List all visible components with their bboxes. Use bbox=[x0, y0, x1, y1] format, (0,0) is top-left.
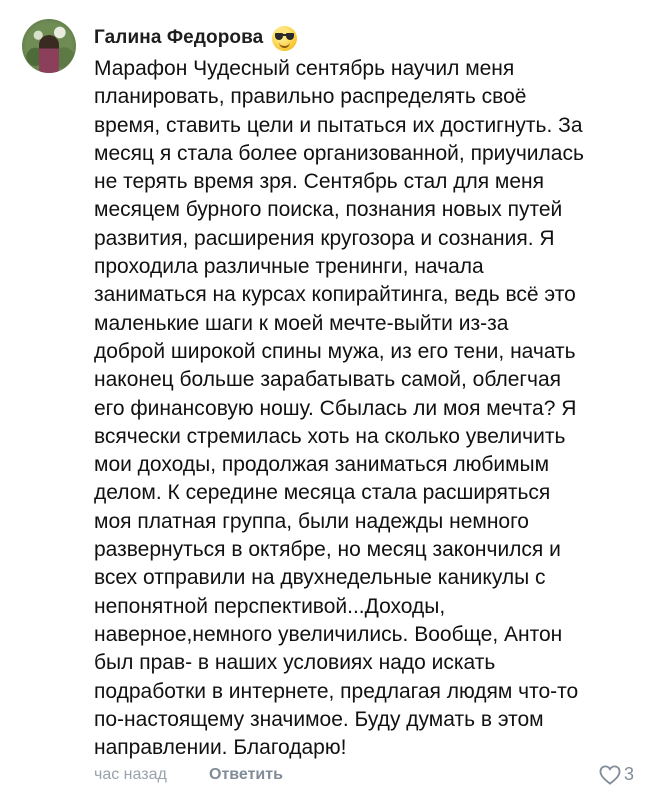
comment-line: направлении. Благодарю! bbox=[94, 736, 347, 760]
sunglasses-emoji-icon bbox=[272, 26, 297, 51]
comment-line: время, ставить цели и пытаться их достигнуть. За bbox=[94, 113, 583, 137]
comment-line: всех отправили на двухнедельные каникулы с bbox=[94, 566, 546, 590]
comment-line: месяцем бурного поиска, познания новых путей bbox=[94, 198, 563, 222]
comment-text bbox=[94, 55, 639, 762]
reply-button[interactable]: Ответить bbox=[209, 766, 283, 783]
comment-line: развития, расширения кругозора и сознания. Я bbox=[94, 226, 555, 250]
comment-line: моя платная группа, были надежды немного bbox=[94, 509, 529, 533]
smile-shape bbox=[279, 41, 290, 48]
comment-line: всячески стремилась хоть на сколько увеличить bbox=[94, 424, 566, 448]
comment-line: месяц я стала более организованной, приучилась bbox=[94, 141, 584, 165]
comment-line: доброй широкой спины мужа, из его тени, начать bbox=[94, 339, 576, 363]
like-button[interactable] bbox=[599, 764, 634, 785]
comment-line: был прав- в наших условиях надо искать bbox=[94, 651, 496, 675]
comment-line: проходила различные тренинги, начала bbox=[94, 255, 484, 279]
comment-line: наверное,немного увеличились. Вообще, Антон bbox=[94, 622, 563, 646]
comment-line: мои доходы, продолжая заниматься любимым bbox=[94, 453, 550, 477]
author-name[interactable]: Галина Федорова bbox=[94, 27, 264, 48]
comment-line: делом. К середине месяца стала расширяться bbox=[94, 481, 551, 505]
comment-line: по-настоящему значимое. Буду думать в этом bbox=[94, 707, 544, 731]
comment-line: планировать, правильно распределять своё bbox=[94, 85, 527, 109]
author-line bbox=[94, 26, 297, 50]
comment-line: наконец больше зарабатывать самой, облегчая bbox=[94, 368, 562, 392]
heart-icon bbox=[599, 765, 621, 785]
comment-footer bbox=[94, 764, 634, 788]
comment-line: непонятной перспективой...Доходы, bbox=[94, 594, 446, 618]
avatar-photo bbox=[39, 35, 59, 73]
comment-line: подработки в интернете, предлагая людям что-то bbox=[94, 679, 579, 703]
comment-line: не терять время зря. Сентябрь стал для меня bbox=[94, 170, 545, 194]
comment-line: Марафон Чудесный сентябрь научил меня bbox=[94, 57, 515, 80]
like-count: 3 bbox=[623, 764, 634, 784]
comment-line: его финансовую ношу. Сбылась ли моя мечта? Я bbox=[94, 396, 577, 420]
timestamp[interactable]: час назад bbox=[94, 766, 167, 783]
glasses-shape bbox=[275, 33, 294, 40]
avatar[interactable] bbox=[22, 19, 76, 73]
comment-line: заниматься на курсах копирайтинга, ведь всё это bbox=[94, 283, 576, 307]
comment-line: маленькие шаги к моей мечте-выйти из-за bbox=[94, 311, 509, 335]
comment-line: развернуться в октябре, но месяц закончился и bbox=[94, 538, 561, 562]
